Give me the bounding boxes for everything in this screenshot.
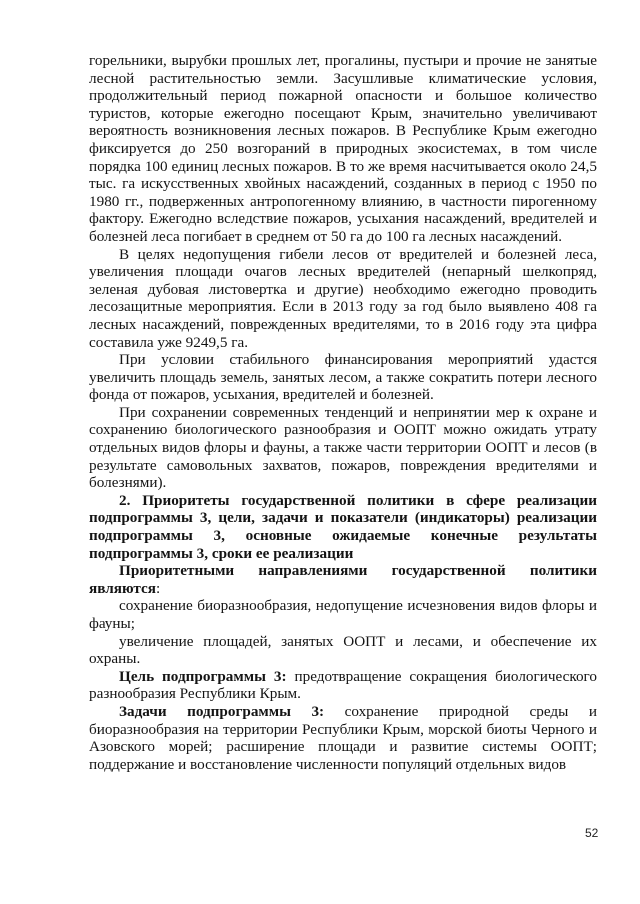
paragraph-tasks	[89, 703, 597, 773]
paragraph-forest-fires: горельники, вырубки прошлых лет, прогалины, пустыри и прочие не занятые лесной растительностью земли. Засушливые климатические условия, продолжительный период пожарной опасности и большое количество туристов, которые ежегодно посещают Крым, значительно увеличивают вероятность возникновения лесных пожаров. В Республике Крым ежегодно фиксируется до 250 возгораний в природных экосистемах, в том числе порядка 100 единиц лесных пожаров. В то же время насчитывается около 24,5 тыс. га искусственных хвойных насаждений, созданных в период с 1950 по 1980 гг., подверженных антропогенному влиянию, в частности пирогенному фактору. Ежегодно вследствие пожаров, усыхания насаждений, вредителей и болезней леса погибает в среднем от 50 га до 100 га лесных насаждений.	[89, 52, 597, 245]
paragraph-risks: При сохранении современных тенденций и непринятии мер к охране и сохранению биологического разнообразия и ООПТ можно ожидать утрату отдельных видов флоры и фауны, а также части территории ООПТ и лесов (в результате самовольных захватов, пожаров, повреждения вредителями и болезнями).	[89, 403, 597, 492]
document-body	[89, 52, 597, 773]
section-heading: 2. Приоритеты государственной политики в сфере реализации подпрограммы 3, цели, задачи и показатели (индикаторы) реализации подпрограммы 3, основные ожидаемые конечные результаты подпрограммы 3, сроки ее реализации	[89, 491, 597, 562]
goal-text: предотвращение сокращения биологического разнообразия Республики Крым.	[89, 667, 597, 703]
page-number: 52	[585, 826, 599, 840]
priorities-colon: :	[155, 579, 161, 597]
priority-item-biodiversity: сохранение биоразнообразия, недопущение исчезновения видов флоры и фауны;	[89, 597, 597, 632]
paragraph-financing: При условии стабильного финансирования мероприятий удастся увеличить площадь земель, занятых лесом, а также сократить потери лесного фонда от пожаров, усыхания, вредителей и болезней.	[89, 351, 597, 404]
goal-label: Цель подпрограммы 3:	[119, 667, 287, 685]
priorities-label: Приоритетными направлениями государственной политики являются	[89, 562, 597, 597]
tasks-label: Задачи подпрограммы 3:	[119, 702, 325, 720]
tasks-text: сохранение природной среды и биоразнообразия на территории Республики Крым, морской биоты Черного и Азовского морей; расширение площади и развитие системы ООПТ; поддержание и восстановление численности популяций отдельных видов	[89, 702, 597, 773]
priority-item-areas: увеличение площадей, занятых ООПТ и лесами, и обеспечение их охраны.	[89, 632, 597, 668]
paragraph-goal	[89, 668, 597, 703]
paragraph-priorities	[89, 562, 597, 597]
paragraph-forest-pests: В целях недопущения гибели лесов от вредителей и болезней леса, увеличения площади очагов лесных вредителей (непарный шелкопряд, зеленая дубовая листовертка и другие) необходимо ежегодно проводить лесозащитные мероприятия. Если в 2013 году за год было выявлено 408 га лесных насаждений, поврежденных вредителями, то в 2016 году эта цифра составила уже 9249,5 га.	[89, 245, 597, 351]
